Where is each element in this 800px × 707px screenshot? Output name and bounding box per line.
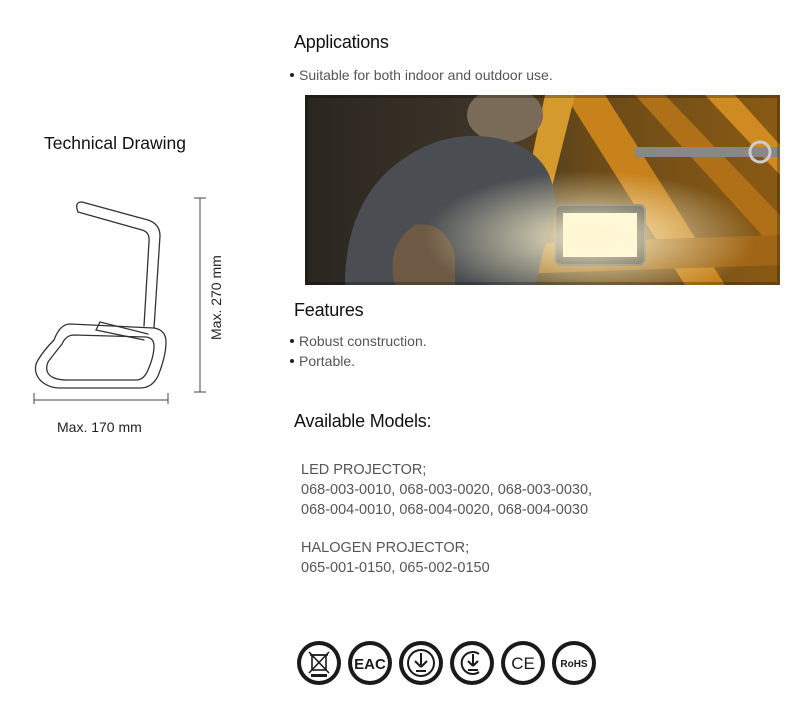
model-group-name: LED PROJECTOR; [301,462,427,478]
certification-marks [296,640,597,686]
model-codes-line: 068-003-0010, 068-003-0020, 068-003-0030, [301,482,593,498]
bullet-icon [290,359,294,363]
model-codes-line: 065-001-0150, 065-002-0150 [301,560,490,576]
features-item-text: Portable. [299,353,356,369]
weee-icon [296,640,342,686]
width-dimension-label: Max. 170 mm [57,419,142,435]
ground-symbol-icon [398,640,444,686]
height-dimension-label: Max. 270 mm [208,255,224,340]
rohs-icon [551,640,597,686]
features-item [290,333,427,349]
bullet-icon [290,339,294,343]
technical-drawing-title: Technical Drawing [44,133,187,153]
ce-label: CE [511,654,535,673]
features-heading: Features [294,300,364,320]
rohs-label: RoHS [560,659,588,670]
applications-heading: Applications [294,32,389,52]
model-codes-line: 068-004-0010, 068-004-0020, 068-004-0030 [301,502,589,518]
worker-photo [305,95,780,285]
ce-icon [500,640,546,686]
eac-label: EAC [354,656,386,673]
models-list [301,460,592,578]
available-models-heading: Available Models: [294,411,432,431]
applications-item-text: Suitable for both indoor and outdoor use. [299,67,553,83]
features-item-text: Robust construction. [299,333,427,349]
features-item [290,353,355,369]
bullet-icon [290,73,294,77]
projector-stand-drawing [30,190,220,410]
applications-item [290,67,553,83]
model-group-name: HALOGEN PROJECTOR; [301,540,470,556]
ground-symbol-icon [449,640,495,686]
eac-icon [347,640,393,686]
